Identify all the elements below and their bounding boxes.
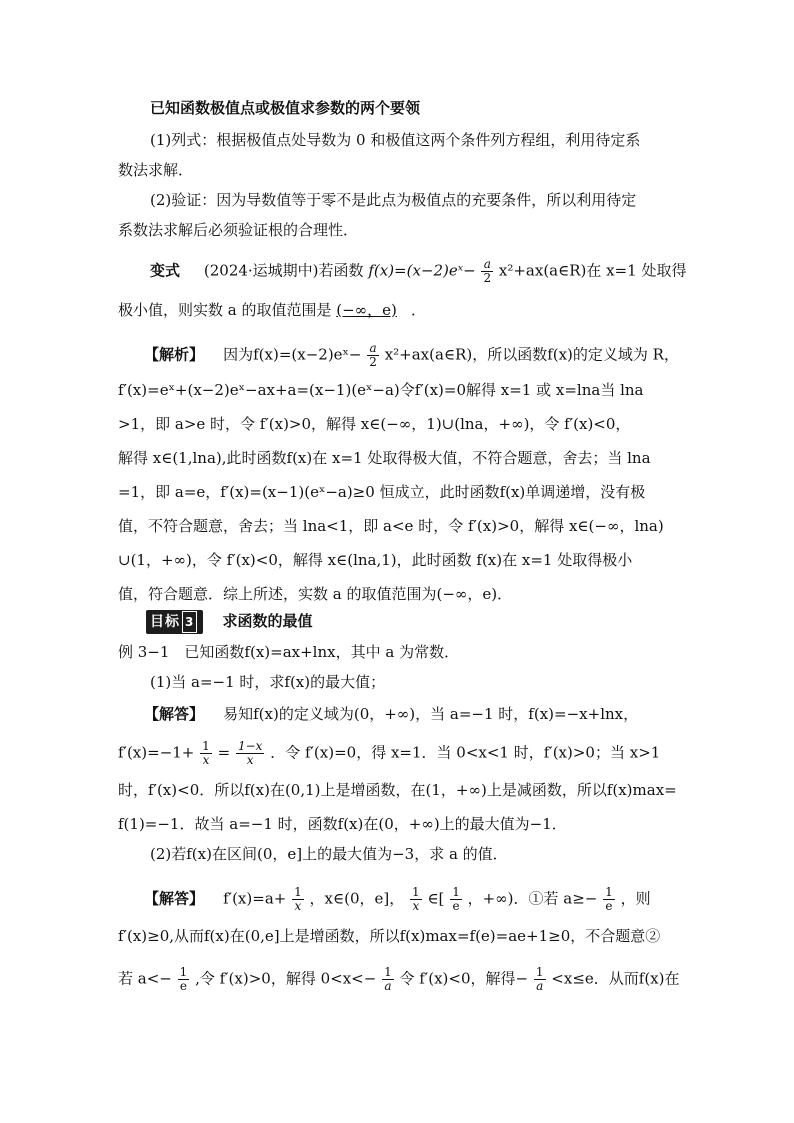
tips-paragraph-2b: 系数法求解后必须验证根的合理性． — [118, 221, 359, 239]
answer2-fraction-3: $\frac{1}{e}$ — [452, 885, 460, 913]
tips-paragraph-1a: (1)列式：根据极值点处导数为 0 和极值这两个条件列方程组，利用待定系 — [150, 131, 641, 149]
example-line-1: 例 3−1 已知函数f(x)=ax+lnx，其中 a 为常数． — [118, 643, 460, 661]
goal-badge: 目标 3 — [146, 610, 203, 634]
answer2-tag: 【解答】 — [144, 889, 205, 908]
variant-label: 变式 — [150, 261, 181, 280]
solution-line-7: ∪(1，+∞)，令 f′(x)<0，解得 x∈(lna,1)，此时函数 f(x)在 x=1 处取得极小 — [118, 551, 633, 569]
answer1-line-3: 时，f′(x)<0．所以f(x)在(0,1)上是增函数，在(1，+∞)上是减函数，所以f(x)max= — [118, 781, 677, 799]
answer2-line-3: 若 a<− $\frac{1}{e}$ ,令 f′(x)>0，解得 0<x<− $\frac{1}{a}$ 令 f′(x)<0，解得− $\frac{1}{a}$ <x≤e．从而f(x)在 — [118, 965, 680, 993]
example-question-2: (2)若f(x)在区间(0，e]上的最大值为−3，求 a 的值． — [150, 845, 508, 863]
variant-line-1 — [150, 258, 686, 285]
solution-line-2: f′(x)=eˣ+(x−2)eˣ−ax+a=(x−1)(eˣ−a)令f′(x)=0解得 x=1 或 x=lna当 lna — [118, 381, 644, 399]
answer2-fraction-7: $\frac{1}{a}$ — [535, 965, 544, 993]
solution-line-3: >1，即 a>e 时，令 f′(x)>0，解得 x∈(−∞，1)∪(lna，+∞)，令 f′(x)<0， — [118, 415, 631, 433]
solution-tag: 【解析】 — [144, 345, 205, 364]
goal-title: 求函数的最值 — [222, 612, 313, 630]
tips-title: 已知函数极值点或极值求参数的两个要领 — [150, 99, 421, 117]
variant-source: (2024·运城期中)若函数 — [203, 261, 364, 280]
answer2-fraction-1: $\frac{1}{x}$ — [294, 885, 302, 913]
variant-fraction: $\frac{a}{2}$ — [483, 257, 492, 285]
solution-line-4: 解得 x∈(1,lna),此时函数f(x)在 x=1 处取得极大值，不符合题意，舍去；当 lna — [118, 449, 651, 467]
tips-paragraph-2a: (2)验证：因为导数值等于零不是此点为极值点的充要条件，所以利用待定 — [150, 191, 637, 209]
goal-heading — [146, 610, 312, 634]
answer1-tag: 【解答】 — [144, 705, 205, 723]
answer2-line-2: f′(x)≥0,从而f(x)在(0,e]上是增函数，所以f(x)max=f(e)=ae+1≥0，不合题意② — [118, 927, 661, 945]
answer1-fraction-2: $\frac{1-x}{x}$ — [237, 739, 263, 767]
example-question-1: (1)当 a=−1 时，求f(x)的最大值； — [150, 673, 386, 691]
answer1-line-4: f(1)=−1．故当 a=−1 时，函数f(x)在(0，+∞)上的最大值为−1． — [118, 815, 567, 833]
answer2-fraction-2: $\frac{1}{x}$ — [412, 885, 420, 913]
solution-line-8: 值，符合题意．综上所述，实数 a 的取值范围为(−∞，e)． — [118, 585, 513, 603]
answer2-fraction-5: $\frac{1}{e}$ — [179, 965, 188, 993]
variant-line-2: 极小值，则实数 a 的取值范围是 (−∞，e) ． — [118, 301, 427, 319]
answer2-line-1: 【解答】 f′(x)=a+ $\frac{1}{x}$ ，x∈(0，e]， $\frac{1}{x}$ ∈[ $\frac{1}{e}$ ，+∞)．①若 a≥− $\frac{1}{e}$ ，则 — [144, 885, 651, 913]
answer1-line-2: f′(x)=−1+ $\frac{1}{x}$ = $\frac{1-x}{x}$ ．令 f′(x)=0，得 x=1．当 0<x<1 时，f′(x)>0；当 x>1 — [118, 739, 661, 767]
solution-fraction: $\frac{a}{2}$ — [369, 341, 377, 369]
answer2-fraction-6: $\frac{1}{a}$ — [384, 965, 392, 993]
answer1-fraction-1: $\frac{1}{x}$ — [202, 739, 210, 767]
answer1-line-1: 【解答】 易知f(x)的定义域为(0，+∞)，当 a=−1 时，f(x)=−x+lnx， — [144, 705, 639, 723]
solution-line-6: 值，不符合题意，舍去；当 lna<1，即 a<e 时，令 f′(x)>0，解得 x∈(−∞，lna) — [118, 517, 664, 535]
answer2-fraction-4: $\frac{1}{e}$ — [605, 885, 613, 913]
variant-question: 极小值，则实数 a 的取值范围是 — [118, 301, 332, 319]
solution-line-1: 【解析】 因为f(x)=(x−2)eˣ− $\frac{a}{2}$ x²+ax(a∈R)，所以函数f(x)的定义域为 R， — [144, 341, 679, 369]
variant-function: f(x)=(x−2)eˣ− — [368, 261, 476, 280]
solution-line-5: =1，即 a=e，f′(x)=(x−1)(eˣ−a)≥0 恒成立，此时函数f(x)单调递增，没有极 — [118, 483, 646, 501]
variant-function-tail: x²+ax(a∈R)在 x=1 处取得 — [498, 261, 687, 280]
tips-paragraph-1b: 数法求解． — [118, 161, 194, 179]
variant-answer: (−∞，e) — [336, 301, 397, 319]
